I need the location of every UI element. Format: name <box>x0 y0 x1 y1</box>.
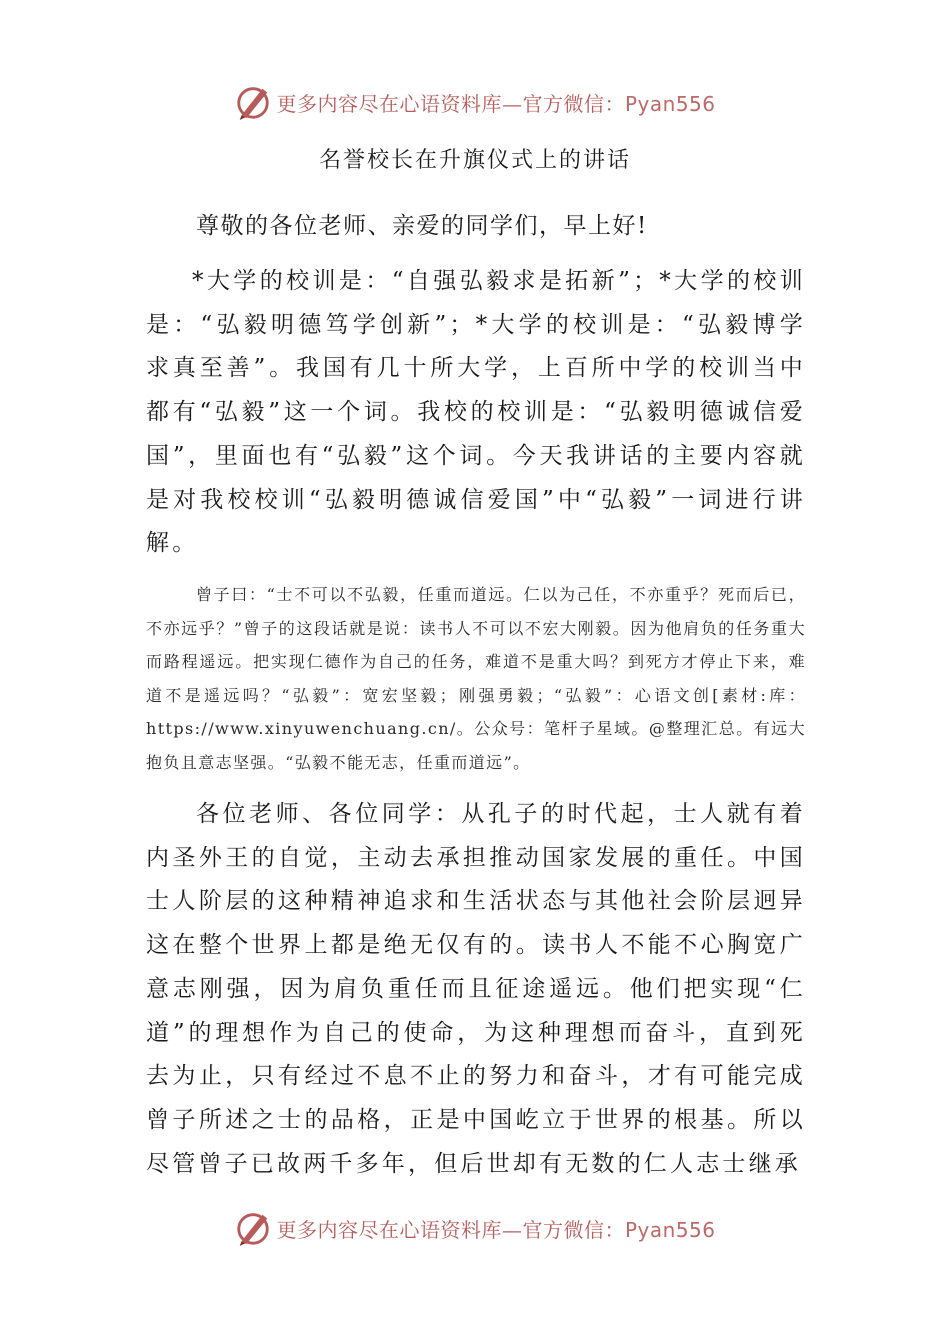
document-title: 名誉校长在升旗仪式上的讲话 <box>318 148 631 173</box>
pen-logo-icon <box>234 83 272 121</box>
banner-text <box>276 88 715 117</box>
banner-label: 更多内容尽在心语资料库—官方微信： <box>276 1217 625 1242</box>
greeting: 尊敬的各位老师、亲爱的同学们，早上好! <box>196 213 648 239</box>
header-watermark-banner <box>0 82 950 122</box>
pen-logo-icon <box>234 1209 272 1247</box>
paragraph-1: *大学的校训是：“自强弘毅求是拓新”；*大学的校训是：“弘毅明德笃学创新”；*大学的校训是：“弘毅博学求真至善”。我国有几十所大学，上百所中学的校训当中都有“弘毅”这一个词。我校的校训是：“弘毅明德诚信爱国”，里面也有“弘毅”这个词。今天我讲话的主要内容就是对我校校训“弘毅明德诚信爱国”中“弘毅”一词进行讲解。 <box>146 268 806 557</box>
banner-label: 更多内容尽在心语资料库—官方微信： <box>276 91 625 116</box>
wechat-id: Pyan556 <box>624 1217 716 1242</box>
wechat-id: Pyan556 <box>624 91 716 116</box>
paragraph-2: 各位老师、各位同学：从孔子的时代起，士人就有着内圣外王的自觉，主动去承担推动国家发展的重任。中国士人阶层的这种精神追求和生活状态与其他社会阶层迥异这在整个世界上都是绝无仅有的。读书人不能不心胸宽广意志刚强，因为肩负重任而且征途遥远。他们把实现“仁道”的理想作为自己的使命，为这种理想而奋斗，直到死去为止，只有经过不息不止的努力和奋斗，才有可能完成曾子所述之士的品格，正是中国屹立于世界的根基。所以尽管曾子已故两千多年，但后世却有无数的仁人志士继承 <box>146 801 806 1177</box>
footer-watermark-banner <box>0 1208 950 1248</box>
quote-paragraph: 曾子曰：“士不可以不弘毅，任重而道远。仁以为己任，不亦重乎？死而后已，不亦远乎？”曾子的这段话就是说：读书人不可以不宏大刚毅。因为他肩负的任务重大而路程遥远。把实现仁德作为自己的任务，难道不是重大吗？到死方才停止下来，难道不是遥远吗？“弘毅”：宽宏坚毅；刚强勇毅；“弘毅”：心语文创[素材:库：https://www.xinyuwenchuang.cn/。公众号：笔杆子星域。@整理汇总。有远大抱负且意志坚强。“弘毅不能无志，任重而道远”。 <box>146 585 806 772</box>
banner-text <box>276 1214 715 1243</box>
